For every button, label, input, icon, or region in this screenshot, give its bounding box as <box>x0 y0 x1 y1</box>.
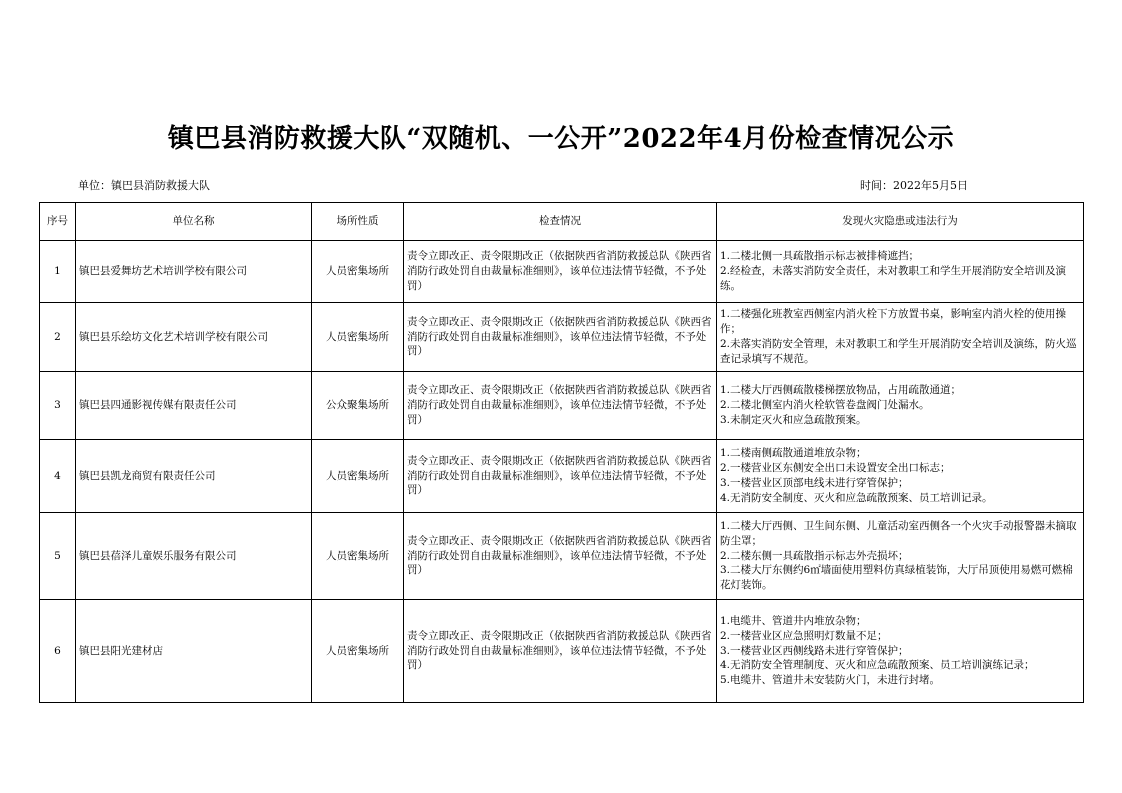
table-header-row <box>40 203 1084 241</box>
row-unit-name: 镇巴县凯龙商贸有限责任公司 <box>76 440 312 513</box>
header-venue-type: 场所性质 <box>312 203 404 241</box>
table-row <box>40 600 1084 703</box>
issue-item: 3.二楼大厅东侧约6㎡墙面使用塑料仿真绿植装饰，大厅吊顶使用易燃可燃棉花灯装饰。 <box>720 564 1073 592</box>
row-issues <box>717 303 1084 372</box>
row-no: 5 <box>40 513 76 600</box>
header-unit-name: 单位名称 <box>76 203 312 241</box>
table-row <box>40 513 1084 600</box>
row-no: 3 <box>40 372 76 440</box>
table-row <box>40 241 1084 303</box>
row-inspection: 责令立即改正、责令限期改正（依据陕西省消防救援总队《陕西省消防行政处罚自由裁量标准细则》，该单位违法情节轻微，不予处罚） <box>404 600 717 703</box>
issue-item: 2.二楼东侧一具疏散指示标志外壳损坏； <box>720 549 909 562</box>
row-unit-name: 镇巴县爱舞坊艺术培训学校有限公司 <box>76 241 312 303</box>
row-issues <box>717 600 1084 703</box>
issue-item: 4.无消防安全制度、灭火和应急疏散预案、员工培训记录。 <box>720 491 993 504</box>
row-venue-type: 人员密集场所 <box>312 513 404 600</box>
issue-item: 1.二楼大厅西侧、卫生间东侧、儿童活动室西侧各一个火灾手动报警器未摘取防尘罩； <box>720 519 1077 547</box>
row-venue-type: 人员密集场所 <box>312 303 404 372</box>
row-issues <box>717 372 1084 440</box>
table-row <box>40 303 1084 372</box>
table-row <box>40 372 1084 440</box>
row-venue-type: 人员密集场所 <box>312 600 404 703</box>
inspection-table <box>39 202 1084 703</box>
issue-item: 1.二楼南侧疏散通道堆放杂物； <box>720 447 867 460</box>
row-unit-name: 镇巴县四通影视传媒有限责任公司 <box>76 372 312 440</box>
issue-item: 3.一楼营业区西侧线路未进行穿管保护； <box>720 644 909 657</box>
row-inspection: 责令立即改正、责令限期改正（依据陕西省消防救援总队《陕西省消防行政处罚自由裁量标准细则》，该单位违法情节轻微，不予处罚） <box>404 513 717 600</box>
issue-item: 1.二楼强化班教室西侧室内消火栓下方放置书桌，影响室内消火栓的使用操作； <box>720 308 1067 336</box>
row-venue-type: 公众聚集场所 <box>312 372 404 440</box>
row-no: 6 <box>40 600 76 703</box>
row-no: 4 <box>40 440 76 513</box>
issue-item: 2.一楼营业区应急照明灯数量不足； <box>720 629 888 642</box>
row-venue-type: 人员密集场所 <box>312 440 404 513</box>
issue-item: 2.二楼北侧室内消火栓软管卷盘阀门处漏水。 <box>720 399 930 412</box>
row-inspection: 责令立即改正、责令限期改正（依据陕西省消防救援总队《陕西省消防行政处罚自由裁量标准细则》，该单位违法情节轻微，不予处罚） <box>404 372 717 440</box>
issue-item: 1.二楼北侧一具疏散指示标志被排椅遮挡； <box>720 250 920 263</box>
row-no: 1 <box>40 241 76 303</box>
unit-label: 单位：镇巴县消防救援大队 <box>78 179 210 192</box>
row-issues <box>717 440 1084 513</box>
issue-item: 2.经检查，未落实消防安全责任，未对教职工和学生开展消防安全培训及演练。 <box>720 265 1067 292</box>
header-no: 序号 <box>40 203 76 241</box>
row-issues <box>717 241 1084 303</box>
issue-item: 5.电缆井、管道井未安装防火门，未进行封堵。 <box>720 674 941 687</box>
row-unit-name: 镇巴县蓓泽儿童娱乐服务有限公司 <box>76 513 312 600</box>
issue-item: 1.二楼大厅西侧疏散楼梯摆放物品，占用疏散通道； <box>720 384 962 397</box>
row-inspection: 责令立即改正、责令限期改正（依据陕西省消防救援总队《陕西省消防行政处罚自由裁量标准细则》，该单位违法情节轻微，不予处罚） <box>404 440 717 513</box>
row-inspection: 责令立即改正、责令限期改正（依据陕西省消防救援总队《陕西省消防行政处罚自由裁量标准细则》，该单位违法情节轻微，不予处罚） <box>404 241 717 303</box>
row-no: 2 <box>40 303 76 372</box>
issue-item: 1.电缆井、管道井内堆放杂物； <box>720 614 867 627</box>
date-label: 时间：2022年5月5日 <box>860 179 968 192</box>
page-title: 镇巴县消防救援大队“双随机、一公开”2022年4月份检查情况公示 <box>167 124 955 154</box>
issue-item: 3.一楼营业区顶部电线未进行穿管保护； <box>720 477 909 489</box>
row-issues <box>717 513 1084 600</box>
issue-item: 2.一楼营业区东侧安全出口未设置安全出口标志； <box>720 462 951 475</box>
row-unit-name: 镇巴县乐绘坊文化艺术培训学校有限公司 <box>76 303 312 372</box>
header-issues: 发现火灾隐患或违法行为 <box>717 203 1084 241</box>
issue-item: 3.未制定灭火和应急疏散预案。 <box>720 413 867 426</box>
issue-item: 4.无消防安全管理制度、灭火和应急疏散预案、员工培训演练记录； <box>720 659 1035 672</box>
row-unit-name: 镇巴县阳光建材店 <box>76 600 312 703</box>
table-row <box>40 440 1084 513</box>
header-inspection: 检查情况 <box>404 203 717 241</box>
row-venue-type: 人员密集场所 <box>312 241 404 303</box>
row-inspection: 责令立即改正、责令限期改正（依据陕西省消防救援总队《陕西省消防行政处罚自由裁量标准细则》，该单位违法情节轻微，不予处罚） <box>404 303 717 372</box>
issue-item: 2.未落实消防安全管理，未对教职工和学生开展消防安全培训及演练，防火巡查记录填写不规范。 <box>720 338 1077 365</box>
